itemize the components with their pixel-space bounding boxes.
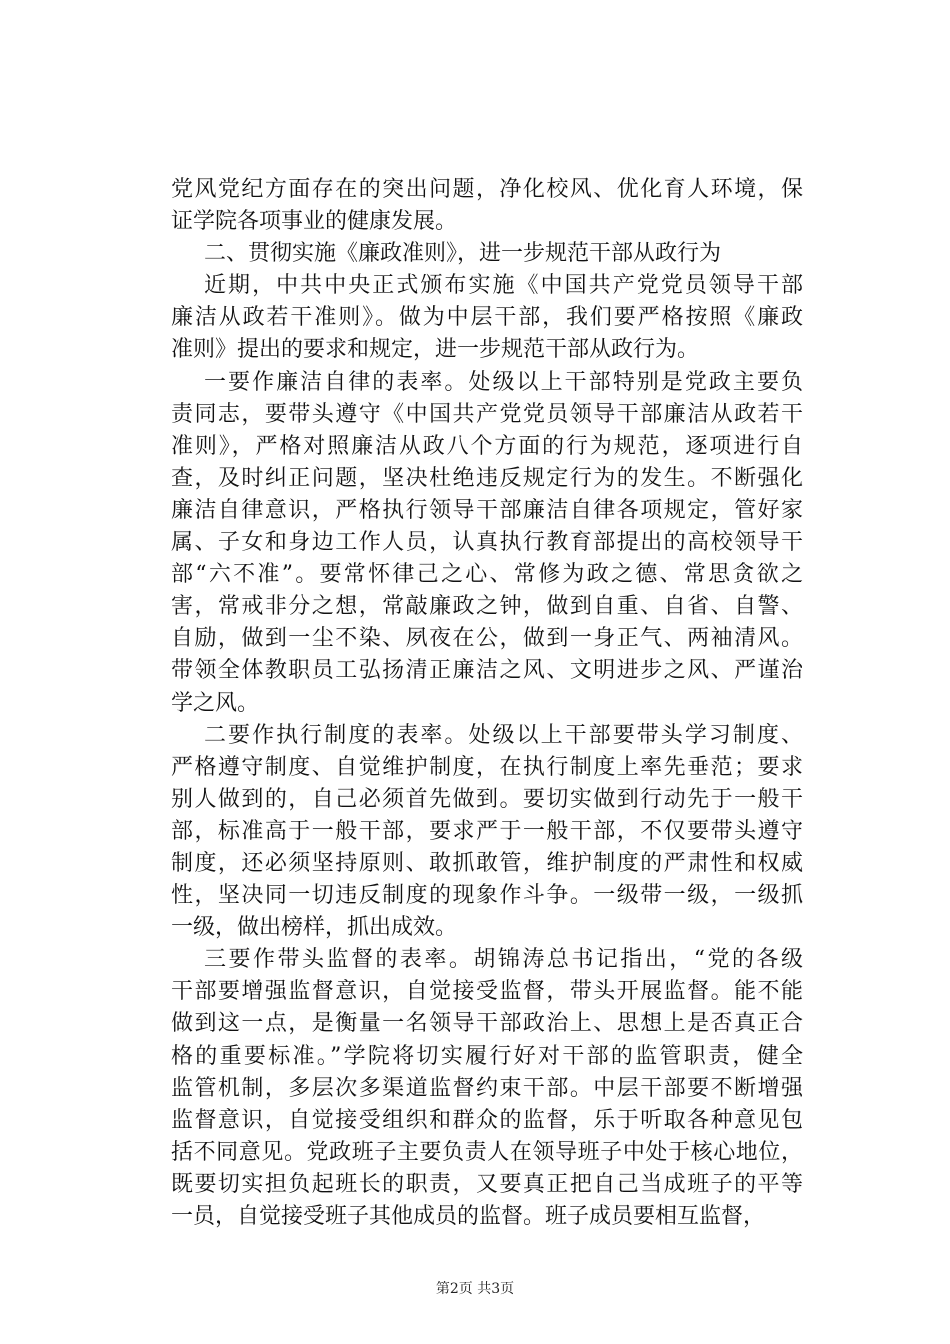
text-line: 准则》提出的要求和规定，进一步规范干部从政行为。: [171, 337, 700, 363]
paragraph: [171, 720, 803, 945]
text-line: 证学院各项事业的健康发展。: [171, 209, 458, 235]
paragraph: [171, 238, 803, 270]
paragraph: [171, 367, 803, 720]
text-line: 做到这一点，是衡量一名领导干部政治上、思想上是否真正合: [171, 1011, 803, 1037]
paragraph: [171, 944, 803, 1233]
text-line: 严格遵守制度、自觉维护制度，在执行制度上率先垂范；要求: [171, 754, 803, 780]
paragraph: [171, 270, 803, 366]
text-line: 制度，还必须坚持原则、敢抓敢管，维护制度的严肃性和权威: [171, 850, 803, 876]
text-line: 一要作廉洁自律的表率。处级以上干部特别是党政主要负: [204, 369, 803, 395]
text-line: 学之风。: [171, 690, 260, 716]
page-footer: [0, 1279, 950, 1299]
text-line: 廉洁从政若干准则》。做为中层干部，我们要严格按照《廉政: [171, 305, 803, 331]
text-line: 二、贯彻实施《廉政准则》，进一步规范干部从政行为: [204, 241, 722, 267]
text-line: 监管机制，多层次多渠道监督约束干部。中层干部要不断增强: [171, 1075, 803, 1101]
text-line: 属、子女和身边工作人员，认真执行教育部提出的高校领导干: [171, 530, 803, 556]
text-line: 干部要增强监督意识，自觉接受监督，带头开展监督。能不能: [171, 979, 803, 1005]
text-line: 部“六不准”。要常怀律己之心、常修为政之德、常思贪欲之: [171, 562, 803, 588]
text-line: 自励，做到一尘不染、夙夜在公，做到一身正气、两袖清风。: [171, 626, 803, 652]
text-line: 性，坚决同一切违反制度的现象作斗争。一级带一级，一级抓: [171, 883, 803, 909]
text-line: 一级，做出榜样，抓出成效。: [171, 915, 458, 941]
text-line: 党风党纪方面存在的突出问题，净化校风、优化育人环境，保: [171, 177, 803, 202]
text-line: 别人做到的，自己必须首先做到。要切实做到行动先于一般干: [171, 786, 803, 812]
text-line: 三要作带头监督的表率。胡锦涛总书记指出，“党的各级: [204, 947, 803, 973]
text-line: 近期，中共中央正式颁布实施《中国共产党党员领导干部: [204, 273, 803, 299]
text-line: 格的重要标准。”学院将切实履行好对干部的监管职责，健全: [171, 1043, 803, 1069]
page-number: 第2页 共3页: [435, 1281, 515, 1297]
text-line: 括不同意见。党政班子主要负责人在领导班子中处于核心地位，: [171, 1139, 803, 1165]
text-line: 廉洁自律意识，严格执行领导干部廉洁自律各项规定，管好家: [171, 497, 803, 523]
text-line: 部，标准高于一般干部，要求严于一般干部，不仅要带头遵守: [171, 818, 803, 844]
text-line: 一员，自觉接受班子其他成员的监督。班子成员要相互监督，: [171, 1204, 766, 1229]
text-line: 害，常戒非分之想，常敲廉政之钟，做到自重、自省、自警、: [171, 594, 803, 620]
paragraph: [171, 174, 803, 238]
text-line: 查，及时纠正问题，坚决杜绝违反规定行为的发生。不断强化: [171, 465, 803, 491]
text-line: 既要切实担负起班长的职责，又要真正把自己当成班子的平等: [171, 1171, 803, 1197]
text-line: 带领全体教职员工弘扬清正廉洁之风、文明进步之风、严谨治: [171, 658, 803, 684]
text-line: 责同志，要带头遵守《中国共产党党员领导干部廉洁从政若干: [171, 401, 803, 427]
document-body: [171, 174, 803, 1233]
text-line: 准则》，严格对照廉洁从政八个方面的行为规范，逐项进行自: [171, 433, 803, 459]
text-line: 监督意识，自觉接受组织和群众的监督，乐于听取各种意见包: [171, 1107, 803, 1133]
text-line: 二要作执行制度的表率。处级以上干部要带头学习制度、: [204, 722, 803, 748]
